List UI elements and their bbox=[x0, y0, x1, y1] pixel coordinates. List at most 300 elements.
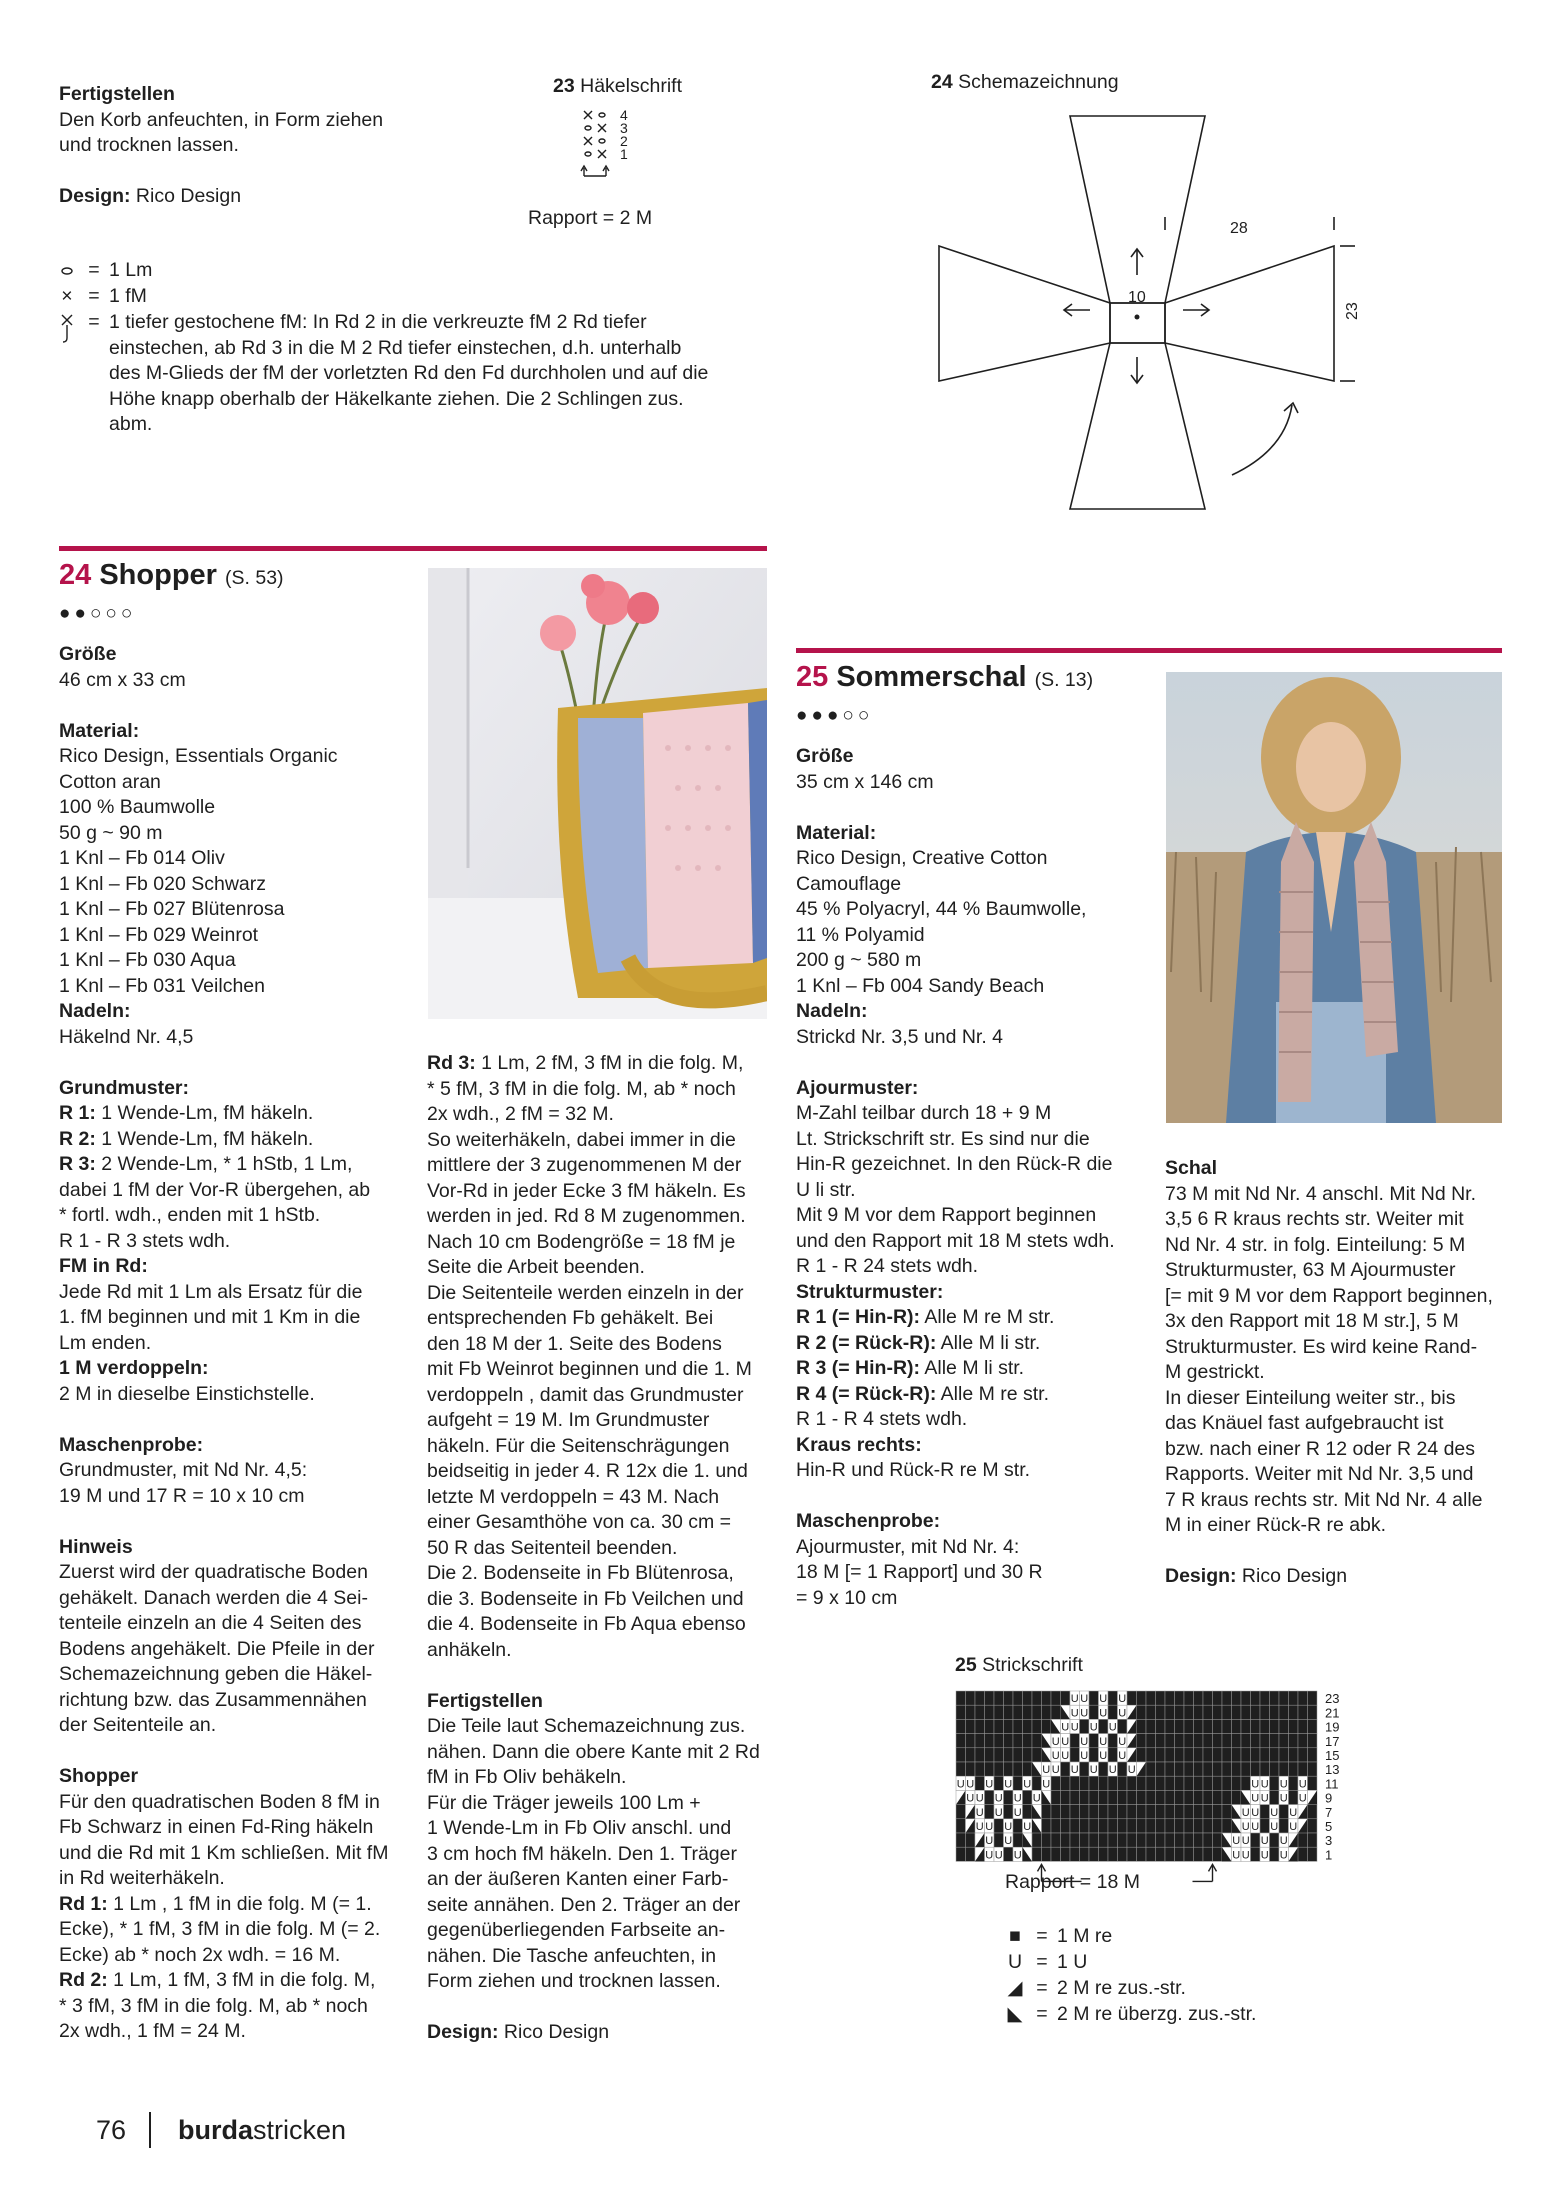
knit-stitch-cell bbox=[1061, 1776, 1071, 1790]
yarn-over-icon: U bbox=[1061, 1721, 1070, 1734]
knit-stitch-cell bbox=[975, 1691, 985, 1705]
text-line: werden in jed. Rd 8 M zugenommen. bbox=[427, 1205, 746, 1227]
yarn-over-icon: U bbox=[1070, 1707, 1079, 1720]
knit-stitch-cell bbox=[1251, 1691, 1261, 1705]
knit-stitch-cell bbox=[1251, 1705, 1261, 1719]
instruction-prefix: R 1: bbox=[59, 1102, 96, 1124]
knit-stitch-cell bbox=[1118, 1719, 1128, 1733]
knit-stitch-cell bbox=[1032, 1833, 1042, 1847]
knit-stitch-cell bbox=[1118, 1762, 1128, 1776]
knit-stitch-cell bbox=[1156, 1762, 1166, 1776]
crochet-row-label: 3 bbox=[620, 120, 628, 136]
yarn-over-icon: U bbox=[994, 1792, 1003, 1805]
knit-stitch-cell bbox=[1222, 1805, 1232, 1819]
knit-row-label: 3 bbox=[1325, 1833, 1333, 1849]
knit-stitch-cell bbox=[1137, 1847, 1147, 1861]
knit-stitch-cell bbox=[1279, 1705, 1289, 1719]
section-heading: Strukturmuster: bbox=[796, 1280, 944, 1303]
knit-stitch-cell bbox=[1289, 1734, 1299, 1748]
instruction-text: Alle M li str. bbox=[920, 1357, 1025, 1379]
knit-row-label: 23 bbox=[1325, 1691, 1340, 1707]
spacer bbox=[796, 1050, 1115, 1076]
single-crochet-icon: × bbox=[61, 285, 73, 307]
knit-stitch-cell bbox=[1023, 1790, 1033, 1804]
knit-stitch-cell bbox=[1203, 1705, 1213, 1719]
knit-stitch-cell bbox=[1089, 1847, 1099, 1861]
instruction-prefix: R 2: bbox=[59, 1127, 96, 1150]
knit-stitch-cell bbox=[1146, 1734, 1156, 1748]
knit-stitch-cell bbox=[1146, 1790, 1156, 1804]
text-line: Die 2. Bodenseite in Fb Blütenrosa, bbox=[427, 1562, 734, 1584]
instruction-prefix: Rd 1: bbox=[59, 1892, 108, 1915]
legend-equals: = bbox=[1036, 1951, 1048, 1973]
knit-stitch-cell bbox=[1042, 1847, 1052, 1861]
text-line: M in einer Rück-R re abk. bbox=[1165, 1514, 1387, 1536]
knit-stitch-cell bbox=[1004, 1719, 1014, 1733]
yarn-over-icon: U bbox=[1251, 1778, 1260, 1791]
yarn-over-icon: U bbox=[1241, 1849, 1250, 1862]
instruction-text: Rico Design bbox=[1236, 1565, 1348, 1587]
yarn-over-icon: U bbox=[1042, 1778, 1051, 1791]
knit-stitch-cell bbox=[1013, 1776, 1023, 1790]
shopper-column-1 bbox=[59, 642, 388, 2045]
knit-stitch-cell bbox=[1165, 1691, 1175, 1705]
knit-stitch-cell bbox=[1279, 1719, 1289, 1733]
knit-stitch-cell bbox=[1080, 1805, 1090, 1819]
knit-stitch-cell bbox=[975, 1705, 985, 1719]
knit-stitch-cell bbox=[1289, 1790, 1299, 1804]
spacer bbox=[59, 693, 388, 719]
crochet-chart-number: 23 bbox=[553, 75, 575, 97]
knit-stitch-cell bbox=[1194, 1705, 1204, 1719]
knit-stitch-cell bbox=[1108, 1819, 1118, 1833]
knit-stitch-cell bbox=[1042, 1819, 1052, 1833]
knit-stitch-cell bbox=[1203, 1762, 1213, 1776]
yarn-over-icon: U bbox=[975, 1792, 984, 1805]
yarn-over-icon: U bbox=[1279, 1792, 1288, 1805]
legend-equals: = bbox=[88, 285, 100, 307]
knit-stitch-cell bbox=[1156, 1847, 1166, 1861]
text-line: Fb Schwarz in einen Fd-Ring häkeln bbox=[59, 1816, 374, 1838]
scarf-page-ref: (S. 13) bbox=[1034, 669, 1094, 691]
legend-text: 1 M re bbox=[1057, 1925, 1113, 1947]
knit-stitch-cell bbox=[1023, 1719, 1033, 1733]
scarf-column-2 bbox=[1165, 1156, 1493, 1590]
legend-spike-description bbox=[109, 310, 708, 438]
footer-divider bbox=[149, 2112, 151, 2148]
knit-legend-row bbox=[1003, 1950, 1087, 1976]
section-heading: 1 M verdoppeln: bbox=[59, 1357, 209, 1379]
knit-stitch-cell bbox=[1156, 1805, 1166, 1819]
crochet-chart bbox=[570, 106, 650, 186]
yarn-over-icon: U bbox=[1099, 1750, 1108, 1762]
knit-stitch-cell bbox=[1023, 1805, 1033, 1819]
text-line: die 3. Bodenseite in Fb Veilchen und bbox=[427, 1587, 744, 1610]
legend-single-crochet bbox=[55, 284, 147, 310]
text-line: * fortl. wdh., enden mit 1 hStb. bbox=[59, 1204, 321, 1226]
yarn-over-icon: U bbox=[1080, 1707, 1089, 1720]
knit-stitch-cell bbox=[985, 1748, 995, 1762]
legend-text: 1 Lm bbox=[109, 259, 153, 281]
knit-chart-number: 25 bbox=[955, 1654, 977, 1676]
instruction-line bbox=[796, 1356, 1115, 1382]
knit-stitch-cell bbox=[1222, 1705, 1232, 1719]
crochet-rapport-label: Rapport = 2 M bbox=[528, 207, 653, 229]
yarn-over-icon: U bbox=[994, 1806, 1003, 1819]
instruction-text: 1 Lm, 2 fM, 3 fM in die folg. M, bbox=[475, 1052, 744, 1074]
knit-stitch-cell bbox=[1289, 1705, 1299, 1719]
yarn-over-icon: U bbox=[1260, 1792, 1269, 1805]
knit-stitch-cell bbox=[1089, 1734, 1099, 1748]
yarn-over-icon: U bbox=[966, 1778, 975, 1791]
text-line: Rico Design, Creative Cotton bbox=[796, 847, 1048, 869]
knit-stitch-cell bbox=[1099, 1819, 1109, 1833]
knit-stitch-cell bbox=[1013, 1762, 1023, 1776]
knit-stitch-cell bbox=[1270, 1776, 1280, 1790]
knit-stitch-cell bbox=[1232, 1691, 1242, 1705]
knit-stitch-cell bbox=[1156, 1833, 1166, 1847]
scarf-number: 25 bbox=[796, 661, 829, 693]
k2tog-icon: ◢ bbox=[1007, 1977, 1023, 1999]
text-line: mit Fb Weinrot beginnen und die 1. M bbox=[427, 1358, 752, 1380]
knit-stitch-cell bbox=[975, 1762, 985, 1776]
knit-stitch-cell bbox=[1165, 1833, 1175, 1847]
knit-stitch-cell bbox=[1213, 1805, 1223, 1819]
finish-line: und trocknen lassen. bbox=[59, 134, 239, 156]
knit-stitch-cell bbox=[1251, 1833, 1261, 1847]
text-line: 2x wdh., 2 fM = 32 M. bbox=[427, 1103, 614, 1125]
knit-stitch-cell bbox=[985, 1790, 995, 1804]
text-line: Nach 10 cm Bodengröße = 18 fM je bbox=[427, 1230, 736, 1253]
shopper-column-2 bbox=[427, 1051, 760, 2046]
text-line: 3 cm hoch fM häkeln. Den 1. Träger bbox=[427, 1842, 737, 1865]
knit-stitch-cell bbox=[1279, 1691, 1289, 1705]
yarn-over-icon: U bbox=[1099, 1707, 1108, 1720]
knit-stitch-cell bbox=[1251, 1748, 1261, 1762]
text-line: 50 R das Seitenteil beenden. bbox=[427, 1536, 678, 1559]
knit-stitch-cell bbox=[1298, 1762, 1308, 1776]
text-line: 200 g ~ 580 m bbox=[796, 949, 922, 971]
knit-stitch-cell bbox=[1099, 1762, 1109, 1776]
text-line: letzte M verdoppeln = 43 M. Nach bbox=[427, 1485, 720, 1508]
text-line: Lt. Strickschrift str. Es sind nur die bbox=[796, 1127, 1090, 1150]
text-line: 35 cm x 146 cm bbox=[796, 770, 934, 793]
finish-heading: Fertigstellen bbox=[59, 83, 175, 105]
knit-stitch-cell bbox=[1013, 1691, 1023, 1705]
schema-number: 24 bbox=[931, 71, 953, 93]
knit-stitch-cell bbox=[1222, 1790, 1232, 1804]
knit-stitch-cell bbox=[1023, 1748, 1033, 1762]
knit-stitch-cell bbox=[1203, 1847, 1213, 1861]
knit-stitch-cell bbox=[1004, 1762, 1014, 1776]
knit-stitch-cell bbox=[985, 1719, 995, 1733]
knit-stitch-cell bbox=[1032, 1705, 1042, 1719]
knit-stitch-cell bbox=[1013, 1734, 1023, 1748]
knit-stitch-cell bbox=[1308, 1705, 1318, 1719]
yarn-over-icon: U bbox=[1004, 1778, 1013, 1791]
knit-stitch-cell bbox=[1023, 1762, 1033, 1776]
knit-stitch-cell bbox=[1308, 1833, 1318, 1847]
knit-stitch-cell bbox=[1051, 1819, 1061, 1833]
knit-stitch-cell bbox=[1175, 1776, 1185, 1790]
text-line: Bodens angehäkelt. Die Pfeile in der bbox=[59, 1637, 375, 1660]
knit-rapport-label: Rapport = 18 M bbox=[1005, 1871, 1140, 1893]
knit-stitch-cell bbox=[1156, 1734, 1166, 1748]
knit-stitch-cell bbox=[1118, 1847, 1128, 1861]
spacer bbox=[1165, 1539, 1493, 1565]
yarn-over-icon: U bbox=[1118, 1750, 1127, 1762]
legend-text: 1 fM bbox=[109, 285, 147, 307]
scarf-column-1 bbox=[796, 744, 1115, 1611]
text-line: Rico Design, Essentials Organic bbox=[59, 745, 338, 767]
knit-stitch-cell bbox=[1279, 1734, 1289, 1748]
section-heading: Fertigstellen bbox=[427, 1689, 543, 1712]
spacer bbox=[59, 1739, 388, 1765]
knit-row-label: 15 bbox=[1325, 1748, 1340, 1763]
knit-stitch-cell bbox=[1203, 1776, 1213, 1790]
knit-stitch-cell bbox=[956, 1748, 966, 1762]
section-heading: Material: bbox=[59, 719, 140, 742]
legend-equals: = bbox=[1036, 2003, 1048, 2025]
instruction-prefix: R 3: bbox=[59, 1153, 96, 1175]
spacer bbox=[796, 1484, 1115, 1510]
knit-stitch-cell bbox=[1289, 1776, 1299, 1790]
knit-stitch-cell bbox=[1308, 1719, 1318, 1733]
knit-stitch-cell bbox=[1270, 1847, 1280, 1861]
knit-stitch-cell bbox=[1270, 1705, 1280, 1719]
spacer bbox=[59, 1407, 388, 1433]
knit-stitch-cell bbox=[1213, 1847, 1223, 1861]
yarn-over-icon: U bbox=[1007, 1951, 1023, 1973]
knit-stitch-cell bbox=[1270, 1762, 1280, 1776]
knit-stitch-cell bbox=[1118, 1790, 1128, 1804]
schema-title: Schemazeichnung bbox=[952, 71, 1119, 93]
knit-stitch-cell bbox=[1032, 1776, 1042, 1790]
knit-stitch-cell bbox=[1241, 1762, 1251, 1776]
knit-stitch-cell bbox=[985, 1762, 995, 1776]
yarn-over-icon: U bbox=[1270, 1821, 1279, 1833]
text-line: seite annähen. Den 2. Träger an der bbox=[427, 1893, 741, 1916]
yarn-over-icon: U bbox=[1089, 1764, 1098, 1777]
text-line: Form ziehen und trocknen lassen. bbox=[427, 1970, 721, 1992]
legend-text: einstechen, ab Rd 3 in die M 2 Rd tiefer einstechen, d.h. unterhalb bbox=[109, 336, 682, 359]
finish-block bbox=[59, 82, 383, 210]
text-line: einer Gesamthöhe von ca. 30 cm = bbox=[427, 1511, 732, 1533]
knit-stitch-cell bbox=[1070, 1776, 1080, 1790]
yarn-over-icon: U bbox=[1013, 1792, 1022, 1805]
knit-stitch-cell bbox=[1184, 1691, 1194, 1705]
knit-stitch-cell bbox=[1070, 1734, 1080, 1748]
text-line: und den Rapport mit 18 M stets wdh. bbox=[796, 1229, 1115, 1252]
yarn-over-icon: U bbox=[1070, 1721, 1079, 1734]
text-line: Grundmuster, mit Nd Nr. 4,5: bbox=[59, 1459, 308, 1481]
legend-text: abm. bbox=[109, 413, 153, 435]
text-line: = 9 x 10 cm bbox=[796, 1586, 898, 1609]
knit-stitch-cell bbox=[1156, 1719, 1166, 1733]
knit-stitch-cell bbox=[1137, 1790, 1147, 1804]
knit-stitch-cell bbox=[966, 1719, 976, 1733]
knit-stitch-cell bbox=[1175, 1833, 1185, 1847]
knit-stitch-cell bbox=[1308, 1805, 1318, 1819]
text-line: Hin-R gezeichnet. In den Rück-R die bbox=[796, 1153, 1113, 1175]
text-line: Die Seitenteile werden einzeln in der bbox=[427, 1281, 744, 1304]
text-line: gegenüberliegenden Farbseite an- bbox=[427, 1919, 726, 1941]
instruction-line bbox=[796, 1382, 1115, 1408]
knit-stitch-cell bbox=[1099, 1719, 1109, 1733]
knit-stitch-icon: ■ bbox=[1009, 1925, 1021, 1947]
knit-stitch-cell bbox=[1184, 1762, 1194, 1776]
knit-stitch-cell bbox=[1070, 1819, 1080, 1833]
knit-stitch-cell bbox=[956, 1719, 966, 1733]
knit-stitch-cell bbox=[1308, 1847, 1318, 1861]
section-heading: Größe bbox=[59, 643, 117, 665]
section-heading: Grundmuster: bbox=[59, 1076, 190, 1099]
knit-stitch-cell bbox=[1013, 1819, 1023, 1833]
knit-stitch-cell bbox=[1279, 1748, 1289, 1762]
shopper-difficulty: ●●○○○ bbox=[59, 603, 137, 624]
knit-stitch-cell bbox=[1279, 1819, 1289, 1833]
knit-stitch-cell bbox=[1089, 1819, 1099, 1833]
yarn-over-icon: U bbox=[1241, 1821, 1250, 1833]
schema-drawing bbox=[930, 105, 1370, 515]
knit-stitch-cell bbox=[1203, 1805, 1213, 1819]
knit-legend-row bbox=[1003, 1976, 1186, 2002]
spike-stitch-icon bbox=[55, 310, 79, 352]
yarn-over-icon: U bbox=[1042, 1764, 1051, 1777]
knit-stitch-cell bbox=[1004, 1847, 1014, 1861]
knit-stitch-cell bbox=[1184, 1734, 1194, 1748]
knit-stitch-cell bbox=[1156, 1748, 1166, 1762]
knit-stitch-cell bbox=[1165, 1748, 1175, 1762]
text-line: die 4. Bodenseite in Fb Aqua ebenso bbox=[427, 1613, 746, 1635]
knit-stitch-cell bbox=[985, 1734, 995, 1748]
legend-text: 2 M re zus.-str. bbox=[1057, 1977, 1186, 1999]
knit-stitch-cell bbox=[1241, 1776, 1251, 1790]
knit-stitch-cell bbox=[1070, 1748, 1080, 1762]
knit-stitch-cell bbox=[956, 1847, 966, 1861]
instruction-line bbox=[427, 2020, 760, 2046]
knit-stitch-cell bbox=[1165, 1776, 1175, 1790]
knit-stitch-cell bbox=[1146, 1833, 1156, 1847]
knit-stitch-cell bbox=[1270, 1833, 1280, 1847]
knit-stitch-cell bbox=[1222, 1819, 1232, 1833]
knit-stitch-cell bbox=[1099, 1833, 1109, 1847]
schema-height-label: 23 bbox=[1344, 302, 1361, 320]
knit-stitch-cell bbox=[1279, 1805, 1289, 1819]
knit-stitch-cell bbox=[1089, 1833, 1099, 1847]
text-line: 73 M mit Nd Nr. 4 anschl. Mit Nd Nr. bbox=[1165, 1182, 1477, 1205]
knit-stitch-cell bbox=[1203, 1719, 1213, 1733]
knit-stitch-cell bbox=[994, 1762, 1004, 1776]
knit-stitch-cell bbox=[1194, 1833, 1204, 1847]
crochet-chart-caption bbox=[553, 74, 682, 100]
text-line: 1 Knl – Fb 030 Aqua bbox=[59, 949, 236, 971]
text-line: 1 Knl – Fb 031 Veilchen bbox=[59, 974, 265, 997]
chain-stitch-icon bbox=[55, 258, 79, 284]
instruction-line bbox=[796, 1305, 1115, 1331]
text-line: Ajourmuster, mit Nd Nr. 4: bbox=[796, 1535, 1020, 1558]
text-line: 46 cm x 33 cm bbox=[59, 668, 186, 691]
knit-row-label: 5 bbox=[1325, 1819, 1333, 1834]
scarf-title bbox=[796, 660, 1093, 697]
knit-stitch-cell bbox=[1061, 1762, 1071, 1776]
text-line: Rapports. Weiter mit Nd Nr. 3,5 und bbox=[1165, 1463, 1474, 1485]
knit-stitch-cell bbox=[1175, 1819, 1185, 1833]
knit-stitch-cell bbox=[1289, 1748, 1299, 1762]
knit-stitch-cell bbox=[1165, 1762, 1175, 1776]
knit-stitch-cell bbox=[1032, 1691, 1042, 1705]
knit-stitch-cell bbox=[1232, 1776, 1242, 1790]
text-line: Strukturmuster, 63 M Ajourmuster bbox=[1165, 1259, 1456, 1281]
knit-stitch-cell bbox=[1279, 1762, 1289, 1776]
knit-stitch-cell bbox=[1080, 1762, 1090, 1776]
instruction-line bbox=[796, 1331, 1115, 1357]
text-line: 1 Knl – Fb 029 Weinrot bbox=[59, 923, 259, 946]
text-line: fM in Fb Oliv behäkeln. bbox=[427, 1766, 627, 1788]
knit-stitch-cell bbox=[1051, 1776, 1061, 1790]
yarn-over-icon: U bbox=[1080, 1750, 1089, 1762]
yarn-over-icon: U bbox=[1004, 1821, 1013, 1833]
knit-stitch-cell bbox=[1298, 1734, 1308, 1748]
design-credit bbox=[59, 184, 383, 210]
knit-stitch-cell bbox=[1118, 1833, 1128, 1847]
yarn-over-icon: U bbox=[1118, 1707, 1127, 1720]
knit-stitch-cell bbox=[1080, 1833, 1090, 1847]
knit-stitch-cell bbox=[1004, 1705, 1014, 1719]
instruction-prefix: R 1 (= Hin-R): bbox=[796, 1306, 921, 1328]
knit-stitch-cell bbox=[1023, 1691, 1033, 1705]
knit-stitch-cell bbox=[1108, 1691, 1118, 1705]
knit-stitch-cell bbox=[1184, 1833, 1194, 1847]
knit-stitch-cell bbox=[1213, 1833, 1223, 1847]
knit-stitch-cell bbox=[1184, 1819, 1194, 1833]
knit-stitch-cell bbox=[1013, 1705, 1023, 1719]
knit-chart-caption bbox=[955, 1653, 1083, 1679]
instruction-line bbox=[59, 1968, 388, 1994]
knit-stitch-cell bbox=[1042, 1833, 1052, 1847]
spacer bbox=[427, 1663, 760, 1689]
knit-stitch-cell bbox=[1165, 1819, 1175, 1833]
yarn-over-icon: U bbox=[1108, 1764, 1117, 1777]
knit-stitch-cell bbox=[966, 1691, 976, 1705]
knit-stitch-cell bbox=[1213, 1776, 1223, 1790]
instruction-line bbox=[59, 1101, 388, 1127]
knit-stitch-cell bbox=[1308, 1734, 1318, 1748]
text-line: R 1 - R 24 stets wdh. bbox=[796, 1255, 979, 1277]
knit-stitch-cell bbox=[1146, 1705, 1156, 1719]
knit-stitch-cell bbox=[1042, 1705, 1052, 1719]
yarn-over-icon: U bbox=[1108, 1721, 1117, 1734]
text-line: häkeln. Für die Seitenschrägungen bbox=[427, 1434, 730, 1457]
knit-stitch-cell bbox=[1013, 1748, 1023, 1762]
text-line: R 1 - R 3 stets wdh. bbox=[59, 1229, 231, 1252]
knit-stitch-cell bbox=[1222, 1691, 1232, 1705]
knit-stitch-cell bbox=[956, 1805, 966, 1819]
yarn-over-icon: U bbox=[956, 1778, 965, 1791]
instruction-prefix: Design: bbox=[1165, 1565, 1237, 1587]
knit-stitch-cell bbox=[1298, 1833, 1308, 1847]
knit-stitch-cell bbox=[1070, 1805, 1080, 1819]
yarn-over-icon: U bbox=[1279, 1835, 1288, 1848]
knit-stitch-cell bbox=[1080, 1719, 1090, 1733]
shopper-title bbox=[59, 558, 284, 595]
yarn-over-icon: U bbox=[1013, 1806, 1022, 1819]
knit-stitch-cell bbox=[1108, 1734, 1118, 1748]
yarn-over-icon: U bbox=[985, 1835, 994, 1848]
knit-stitch-cell bbox=[1203, 1691, 1213, 1705]
legend-text: 1 tiefer gestochene fM: In Rd 2 in die verkreuzte fM 2 Rd tiefer bbox=[109, 311, 647, 333]
yarn-over-icon: U bbox=[985, 1849, 994, 1862]
